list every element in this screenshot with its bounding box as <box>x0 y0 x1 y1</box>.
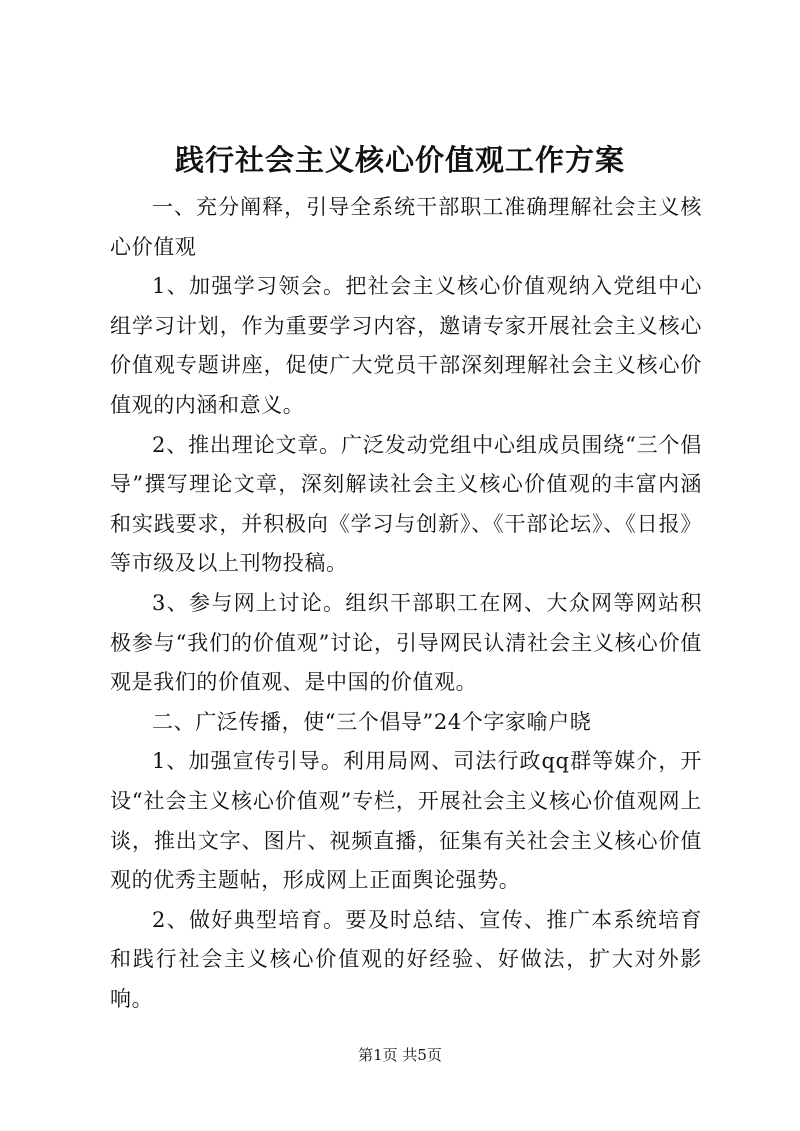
document-title: 践行社会主义核心价值观工作方案 <box>174 143 625 177</box>
section-heading-1: 一、充分阐释，引导全系统干部职工准确理解社会主义核心价值观 <box>110 195 702 259</box>
paragraph: 3、参与网上讨论。组织干部职工在网、大众网等网站积极参与“我们的价值观”讨论，引导网民认清社会主义核心价值观是我们的价值观、是中国的价值观。 <box>110 590 702 695</box>
paragraph: 2、推出理论文章。广泛发动党组中心组成员围绕“三个倡导”撰写理论文章，深刻解读社会主义核心价值观的丰富内涵和实践要求，并积极向《学习与创新》、《干部论坛》、《日报》等市级及以上刊物投稿。 <box>110 432 702 576</box>
paragraph: 1、加强宣传引导。利用局网、司法行政qq群等媒介，开设“社会主义核心价值观”专栏，开展社会主义核心价值观网上谈，推出文字、图片、视频直播，征集有关社会主义核心价值观的优秀主题帖，形成网上正面舆论强势。 <box>110 749 702 893</box>
paragraph: 2、做好典型培育。要及时总结、宣传、推广本系统培育和践行社会主义核心价值观的好经验、好做法，扩大对外影响。 <box>110 907 702 1011</box>
section-heading-2: 二、广泛传播，使“三个倡导”24个字家喻户晓 <box>152 709 592 734</box>
paragraph: 1、加强学习领会。把社会主义核心价值观纳入党组中心组学习计划，作为重要学习内容，邀请专家开展社会主义核心价值观专题讲座，促使广大党员干部深刻理解社会主义核心价值观的内涵和意义。 <box>110 274 702 417</box>
page-number-footer: 第1页 共5页 <box>358 1046 442 1064</box>
document-body <box>110 188 702 1019</box>
